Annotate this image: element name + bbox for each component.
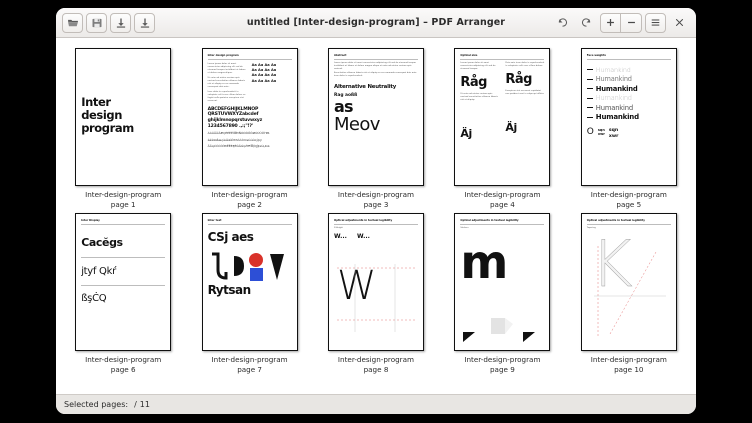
page2-sample-1: Aa Aa Aa Aa [251, 62, 277, 67]
page9-subtitle: Stickers [460, 226, 469, 229]
page5-weight-3: Humankind [595, 84, 638, 93]
zoom-out-button[interactable] [621, 13, 642, 33]
page-thumbnail[interactable] [581, 213, 677, 351]
page-cell[interactable] [317, 213, 435, 374]
page-thumbnail[interactable] [328, 213, 424, 351]
toolbar-left [62, 13, 155, 33]
page4-right-display: Råg [505, 71, 532, 87]
close-button[interactable] [669, 13, 690, 33]
redo-icon [580, 16, 593, 29]
page-caption-name: Inter-design-program [590, 355, 667, 365]
plus-icon [605, 17, 616, 28]
page-thumbnail[interactable]: Optical size Lorem ipsum dolor sit amet consectetur adipiscing elit sed do eiusmod tempor. Råg Ut enim ad minim veniam quis nostrud exercitation ullamco laboris nisi ut aliquip. Äj Duis aute irure dolor in reprehenderit in voluptate velit esse cillum dolore. Råg Excepteur sint occaecat cupidatat non proident sunt in culpa qui officia. Äj [454, 48, 550, 186]
menu-button[interactable] [645, 13, 666, 33]
page-caption-number: page 7 [237, 365, 262, 375]
page10-display: K [590, 227, 629, 302]
zoom-controls [600, 13, 642, 33]
page8-subtitle: X-Height [333, 226, 343, 229]
status-bar [56, 394, 696, 414]
page-caption-name: Inter-design-program [464, 190, 541, 199]
folder-open-icon [67, 17, 79, 29]
page2-glyphs-1: ÀÁÂÃÄÅÆÇÈÉÊËÌÍÎÏÐÑÒÓÔÕÖØÙÚÛÜÝÞß [207, 131, 270, 136]
page-caption-number: page 9 [489, 365, 515, 375]
page6-line-3: ßşĊQ [81, 293, 107, 305]
page-thumbnail[interactable] [75, 213, 171, 351]
zoom-in-button[interactable] [600, 13, 621, 33]
page8-pair-2: W... [356, 232, 370, 240]
page-caption-name: Inter-design-program [337, 190, 415, 199]
page-cell[interactable] [570, 213, 688, 374]
page3-display-2: Meov [333, 114, 380, 136]
page-cell[interactable] [317, 48, 435, 209]
page-caption [452, 190, 552, 209]
page5-weight-5: Humankind [595, 103, 633, 112]
page-caption-name: Inter-design-program [85, 190, 162, 199]
page-thumbnail[interactable] [581, 48, 677, 186]
page-caption [73, 190, 173, 209]
page-cell[interactable] [443, 48, 561, 209]
page-cell[interactable] [190, 48, 308, 209]
page-caption-name: Inter-design-program [85, 355, 162, 365]
page4-title: Optical size [460, 54, 478, 57]
page5-weight-6: Humankind [595, 113, 639, 121]
page5-figure-xwr-large: xwr [608, 133, 619, 139]
header-bar [56, 8, 696, 38]
page5-weight-1: Humankind [595, 65, 631, 74]
total-pages-value: 11 [139, 400, 150, 409]
page-caption-name: Inter-design-program [211, 355, 288, 365]
page7-line-2: Rytsan [207, 282, 251, 297]
page-caption-number: page 10 [614, 365, 644, 375]
page2-title: Inter design program [207, 54, 239, 57]
hamburger-icon [650, 17, 661, 28]
page-caption [579, 190, 679, 209]
page-caption [326, 190, 426, 209]
page-caption-name: Inter-design-program [464, 355, 541, 365]
page6-line-1: Cacĕgs [81, 235, 123, 249]
page10-guides [590, 242, 670, 342]
page-thumbnail[interactable]: Inter design program Lorem ipsum dolor sit amet consectetur adipiscing elit sed do eiusmod tempor incididunt ut labore et dolore magna aliqua. Ut enim ad minim veniam quis nostrud exercitation ullamco laboris nisi ut aliquip ex ea commodo consequat duis aute. Irure dolor in reprehenderit in voluptate velit esse cillum dolore eu fugiat nulla pariatur excepteur sint occaecat. Aa Aa Aa Aa Aa Aa Aa Aa Aa Aa Aa Aa Aa Aa Aa Aa ABCDEFGHIJKLMNOP QRSTUVWXYZabcdef ghijklmnopqrstuvwxyz 1234567890 .,:;"!?' ÀÁÂÃÄÅÆÇÈÉÊËÌÍÎÏÐÑÒÓÔÕÖØÙÚÛÜÝÞß àáâãäåæçèéêëìíîïðñòóôõöøùúûüýþÿ ĀĂĄĆĈĊČĎĐĒĔĖĘĚĜĞĠĢĤĦĨĪĬĮİĲĴĶĸĹĻĽĿŁ [202, 48, 298, 186]
close-icon [674, 17, 685, 28]
page-caption-number: page 4 [489, 199, 515, 209]
page-thumbnail[interactable] [75, 48, 171, 186]
page-cell[interactable] [64, 213, 182, 374]
page8-guides [335, 262, 419, 342]
page3-subheading: Rag aoßß [333, 93, 358, 99]
page-caption [73, 355, 173, 374]
save-icon [91, 17, 103, 29]
redo-button[interactable] [576, 13, 597, 33]
app-window [56, 8, 696, 414]
page-thumbnail[interactable] [454, 213, 550, 351]
page8-pair-1: W... [333, 232, 347, 240]
page-caption-number: page 1 [110, 199, 136, 209]
page-caption [200, 355, 300, 374]
page8-title: Optical adjustments in textual legibility [333, 219, 393, 223]
undo-button[interactable] [552, 13, 573, 33]
page5-weight-2: Humankind [595, 75, 632, 83]
undo-icon [556, 16, 569, 29]
page-caption-number: page 5 [616, 199, 642, 209]
page-caption-name: Inter-design-program [211, 190, 288, 199]
page9-diagram [461, 312, 545, 346]
page2-sample-2: Aa Aa Aa Aa [251, 67, 277, 72]
page-thumbnail[interactable] [202, 213, 298, 351]
page5-figure-sqn-large: sqn [608, 128, 619, 133]
page-caption-number: page 2 [237, 199, 262, 209]
page6-title: Inter Display [81, 219, 100, 223]
page7-title: Inter text [207, 219, 222, 223]
page2-sample-4: Aa Aa Aa Aa [251, 78, 277, 83]
page2-sample-3: Aa Aa Aa Aa [251, 73, 277, 78]
page-caption-name: Inter-design-program [337, 355, 415, 365]
page2-glyphs-3: ĀĂĄĆĈĊČĎĐĒĔĖĘĚĜĞĠĢĤĦĨĪĬĮİĲĴĶĸĹĻĽĿŁ [207, 144, 270, 149]
page3-display-1: as [333, 97, 353, 117]
save-as-button[interactable] [86, 13, 107, 33]
page-caption-number: page 8 [363, 365, 389, 375]
page-thumbnail[interactable]: Abstract Lorem ipsum dolor sit amet consectetur adipiscing elit sed do eiusmod tempor incididunt ut labore et dolore magna aliqua ut enim ad minim veniam quis nostrud. Exercitation ullamco laboris nisi ut aliquip ex ea commodo consequat duis aute irure dolor in reprehenderit. Alternative Neutrality Rag aoßß as Meov [328, 48, 424, 186]
page10-subtitle: Tapering [586, 226, 596, 229]
page-cell[interactable] [190, 213, 308, 374]
open-file-button[interactable] [62, 13, 83, 33]
page2-glyphs-2: àáâãäåæçèéêëìíîïðñòóôõöøùúûüýþÿ [207, 137, 262, 142]
page4-left-display: Råg [460, 74, 487, 90]
page2-alphabet-2: QRSTUVWXYZabcdef [207, 112, 259, 118]
page2-alphabet-3: ghijklmnopqrstuvwxyz [207, 118, 263, 124]
page-caption [579, 355, 679, 374]
toolbar-right [552, 13, 690, 33]
page5-figure-o: O [586, 127, 594, 137]
page7-line-1: CSj aes [207, 229, 254, 244]
page3-title: Abstract [333, 54, 347, 57]
page4-left-mid: Äj [460, 127, 472, 141]
page2-alphabet-1: ABCDEFGHIJKLMNOP [207, 106, 259, 112]
minus-icon [626, 17, 637, 28]
page5-figure-sqn: sqn [597, 128, 605, 132]
page-caption-number: page 6 [110, 365, 136, 375]
page5-title: Face weights [586, 54, 606, 57]
page-grid [64, 48, 688, 375]
page9-title: Optical adjustments in textual legibility [460, 219, 519, 223]
page7-artwork [208, 248, 292, 284]
page-cell[interactable] [570, 48, 688, 209]
page6-line-2: jtyf Qkŕ [81, 265, 116, 277]
page-grid-area[interactable] [56, 38, 696, 394]
page-caption [326, 355, 426, 374]
page1-display-text: Inter design program [81, 95, 134, 135]
page-caption-number: page 3 [363, 199, 389, 209]
page-caption [200, 190, 300, 209]
page10-title: Optical adjustments in textual legibility [586, 219, 645, 223]
page8-display: W [336, 263, 374, 310]
page2-alphabet-4: 1234567890 .,:;"!?' [207, 123, 254, 129]
page-caption [452, 355, 552, 374]
page9-display: m [460, 234, 506, 289]
import-button[interactable] [110, 13, 131, 33]
download-alt-icon [139, 17, 151, 29]
page3-heading: Alternative Neutrality [333, 84, 397, 91]
page-caption-name: Inter-design-program [590, 190, 667, 199]
page5-weight-4: Humankind [595, 94, 632, 102]
selected-pages-separator: / [134, 400, 137, 409]
window-title: untitled [Inter-design-program] – PDF Arranger [246, 17, 506, 28]
page4-right-mid: Äj [505, 121, 517, 135]
page-cell[interactable] [443, 213, 561, 374]
page-cell[interactable] [64, 48, 182, 209]
page5-figure-xwr: xwr [597, 132, 605, 137]
download-icon [115, 17, 127, 29]
selected-pages-label: Selected pages: [64, 400, 129, 409]
export-button[interactable] [134, 13, 155, 33]
